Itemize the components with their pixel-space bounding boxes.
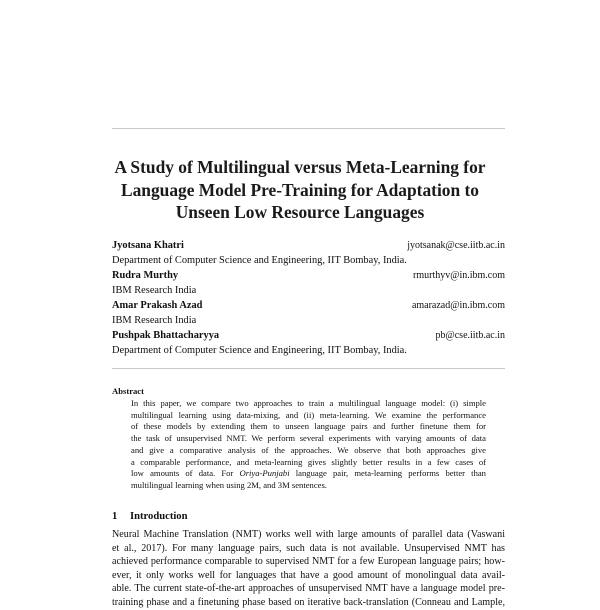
title-line: Language Model Pre-Training for Adaptation to xyxy=(121,179,479,200)
bottom-rule xyxy=(112,368,505,369)
author-affiliation: IBM Research India xyxy=(112,315,197,326)
intro-line: able. The current state-of-the-art approaches of unsupervised NMT have a language model pre- xyxy=(112,583,505,595)
abstract-text: language pair, meta-learning performs better than xyxy=(289,468,486,479)
author-name: Rudra Murthy xyxy=(112,270,179,281)
abstract-line: multilingual learning when using 2M, and 3M sentences. xyxy=(131,479,327,490)
author-row xyxy=(112,238,505,253)
abstract-line: and give a comparative analysis of the approaches. We observe that both approaches give xyxy=(131,444,486,455)
abstract-line xyxy=(131,468,486,480)
paper-title xyxy=(100,156,500,224)
author-affiliation: IBM Research India xyxy=(112,285,197,296)
abstract-line: a comparable performance, and meta-learning gives slightly better results in a few cases of xyxy=(131,456,486,467)
author-row xyxy=(112,328,505,343)
author-email[interactable]: amarazad@in.ibm.com xyxy=(411,300,505,311)
abstract-section xyxy=(112,386,505,492)
intro-line: et al., 2017). For many language pairs, such data is not available. Unsupervised NMT has xyxy=(112,542,505,554)
intro-line: ever, it only works well for languages that have a good amount of monolingual data avail- xyxy=(112,569,505,581)
author-row xyxy=(112,298,505,313)
abstract-line: of these models by extending them to unseen language pairs and further finetune them for xyxy=(131,421,486,432)
intro-line: training phase and a finetuning phase based on iterative back-translation (Conneau and Lample, xyxy=(112,596,505,608)
intro-line: Neural Machine Translation (NMT) works well with large amounts of parallel data (Vaswani xyxy=(112,529,505,540)
language-pair-text: Oriya-Punjabi xyxy=(239,468,290,479)
abstract-line: In this paper, we compare two approaches to train a multilingual language model: (i) simple xyxy=(131,398,486,408)
section-title: Introduction xyxy=(130,511,188,522)
author-row xyxy=(112,268,505,283)
author-email[interactable]: rmurthyv@in.ibm.com xyxy=(413,270,505,281)
intro-line: achieved performance comparable to supervised NMT for a few European language pairs; how- xyxy=(112,556,505,568)
author-email[interactable]: pb@cse.iitb.ac.in xyxy=(435,330,505,341)
introduction-heading xyxy=(112,510,188,523)
author-name: Pushpak Bhattacharyya xyxy=(112,330,220,341)
section-number: 1 xyxy=(112,511,118,522)
top-rule xyxy=(112,128,505,129)
abstract-body xyxy=(131,398,486,492)
title-line: A Study of Multilingual versus Meta-Learning for xyxy=(114,157,486,177)
abstract-line: the task of unsupervised NMT. We perform several experiments with varying amounts of data xyxy=(131,433,486,444)
author-block xyxy=(112,238,505,358)
abstract-heading: Abstract xyxy=(112,386,144,396)
author-affiliation: Department of Computer Science and Engineering, IIT Bombay, India. xyxy=(112,345,407,356)
introduction-body xyxy=(112,528,505,610)
author-name: Amar Prakash Azad xyxy=(112,300,203,311)
abstract-text: low amounts of data. For xyxy=(131,468,240,479)
author-email[interactable]: jyotsanak@cse.iitb.ac.in xyxy=(407,240,505,251)
title-line: Unseen Low Resource Languages xyxy=(175,202,425,222)
abstract-line: multilingual learning using data-mixing, and (ii) meta-learning. We examine the performance xyxy=(131,409,486,420)
author-name: Jyotsana Khatri xyxy=(112,240,184,251)
author-affiliation: Department of Computer Science and Engineering, IIT Bombay, India. xyxy=(112,255,407,266)
